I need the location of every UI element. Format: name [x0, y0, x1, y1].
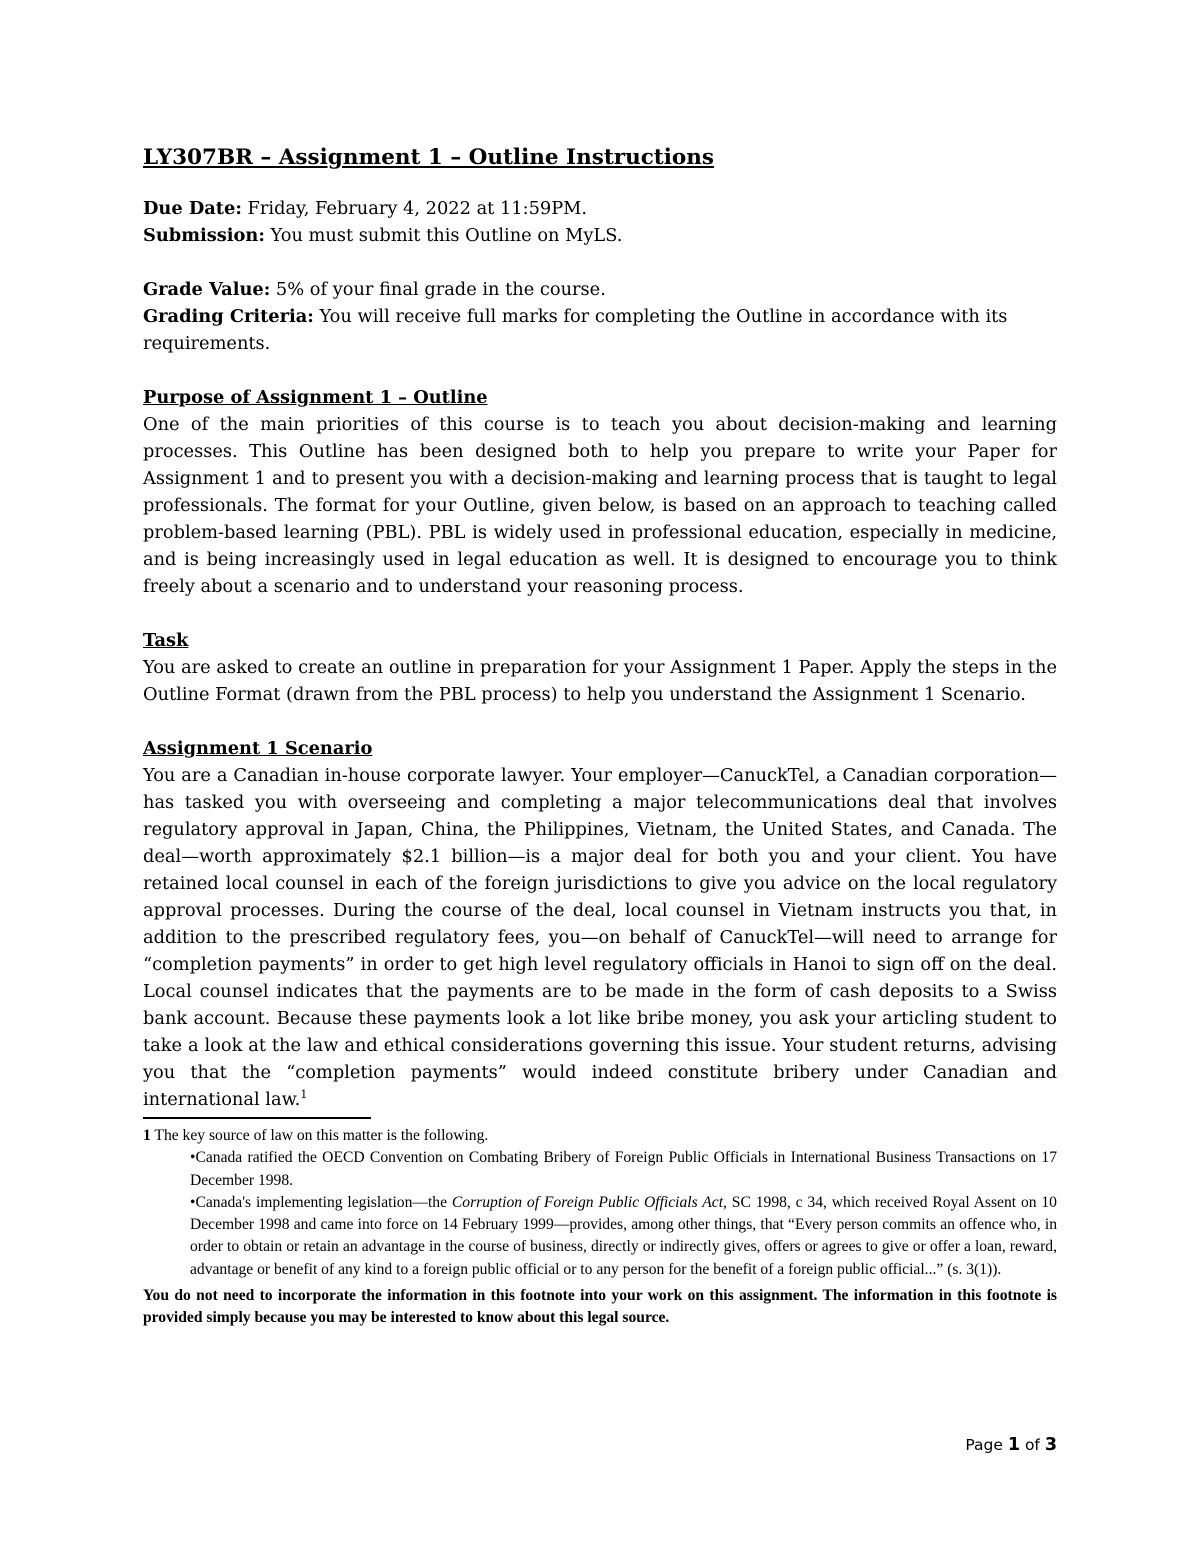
page-word: Page [965, 1436, 1008, 1454]
scenario-heading: Assignment 1 Scenario [143, 738, 373, 759]
grade-value-label: Grade Value: [143, 279, 271, 300]
grading-criteria-label: Grading Criteria: [143, 306, 314, 327]
submission-value: You must submit this Outline on MyLS. [264, 225, 623, 246]
due-date-value: Friday, February 4, 2022 at 11:59PM. [241, 198, 588, 219]
footnote-item-legislation-post: , SC 1998, c 34, which received Royal Assent on 10 December 1998 and came into force on 14 February 1999—provides, among other things, that “Every person commits an offence who, in order to obtain or retain an advantage in the course of business, directly or indirectly gives, offers or agrees to give or offer a loan, reward, advantage or benefit of any kind to a foreign public official or to any person for the benefit of a foreign public official...” (s. 3(1)). [190, 1193, 1057, 1278]
current-page-number: 1 [1007, 1435, 1021, 1455]
total-pages: 3 [1044, 1435, 1057, 1455]
footnote-number: 1 [143, 1127, 151, 1144]
scenario-paragraph [143, 762, 1057, 1113]
scenario-text: You are a Canadian in-house corporate lawyer. Your employer—CanuckTel, a Canadian corporation—has tasked you with overseeing and completing a major telecommunications deal that involves regulatory approval in Japan, China, the Philippines, Vietnam, the United States, and Canada. The deal—worth approximately $2.1 billion—is a major deal for both you and your client. You have retained local counsel in each of the foreign jurisdictions to give you advice on the local regulatory approval processes. During the course of the deal, local counsel in Vietnam instructs you that, in addition to the prescribed regulatory fees, you—on behalf of CanuckTel—will need to arrange for “completion payments” in order to get high level regulatory officials in Hanoi to sign off on the deal. Local counsel indicates that the payments are to be made in the form of cash deposits to a Swiss bank account. Because these payments look a lot like bribe money, you ask your articling student to take a look at the law and ethical considerations governing this issue. Your student returns, advising you that the “completion payments” would indeed constitute bribery under Canadian and international law. [143, 765, 1057, 1110]
footnote-disclaimer: You do not need to incorporate the information in this footnote into your work on this assignment. The information in this footnote is provided simply because you may be interested to know about this legal source. [143, 1287, 1057, 1327]
task-heading: Task [143, 630, 189, 651]
task-paragraph: You are asked to create an outline in preparation for your Assignment 1 Paper. Apply the steps in the Outline Format (drawn from the PBL process) to help you understand the Assignment 1 Scenario. [143, 657, 1057, 705]
document-page [143, 143, 1057, 1330]
submission-label: Submission: [143, 225, 265, 246]
document-title: LY307BR – Assignment 1 – Outline Instructions [143, 145, 714, 170]
purpose-paragraph: One of the main priorities of this course is to teach you about decision-making and learning processes. This Outline has been designed both to help you prepare to write your Paper for Assignment 1 and to present you with a decision-making and learning process that is taught to legal professionals. The format for your Outline, given below, is based on an approach to teaching called problem-based learning (PBL). PBL is widely used in professional education, especially in medicine, and is being increasingly used in legal education as well. It is designed to encourage you to think freely about a scenario and to understand your reasoning process. [143, 414, 1057, 597]
grading-criteria-text: You will receive full marks for completing the Outline in accordance with its requirements. [143, 306, 1008, 354]
act-title: Corruption of Foreign Public Officials Act [451, 1193, 724, 1211]
footnote-item-legislation-pre: •Canada's implementing legislation—the [190, 1193, 452, 1211]
footnote-item-legislation [190, 1192, 1057, 1281]
purpose-heading: Purpose of Assignment 1 – Outline [143, 387, 488, 408]
footnote-intro-text: The key source of law on this matter is the following. [150, 1127, 489, 1144]
footnote-reference[interactable]: 1 [300, 1088, 308, 1102]
submission-line [143, 222, 1057, 249]
due-date-line [143, 195, 1057, 222]
of-word: of [1020, 1436, 1045, 1454]
due-date-label: Due Date: [143, 198, 242, 219]
grade-value-line [143, 276, 1057, 303]
footnote-separator [143, 1117, 371, 1119]
grade-value-text: 5% of your final grade in the course. [270, 279, 606, 300]
footnote-intro [143, 1125, 1057, 1147]
page-number-footer [965, 1435, 1057, 1455]
grading-criteria-line [143, 303, 1057, 357]
footnote-item-oecd: •Canada ratified the OECD Convention on Combating Bribery of Foreign Public Officials in International Business Transactions on 17 December 1998. [190, 1149, 1057, 1189]
